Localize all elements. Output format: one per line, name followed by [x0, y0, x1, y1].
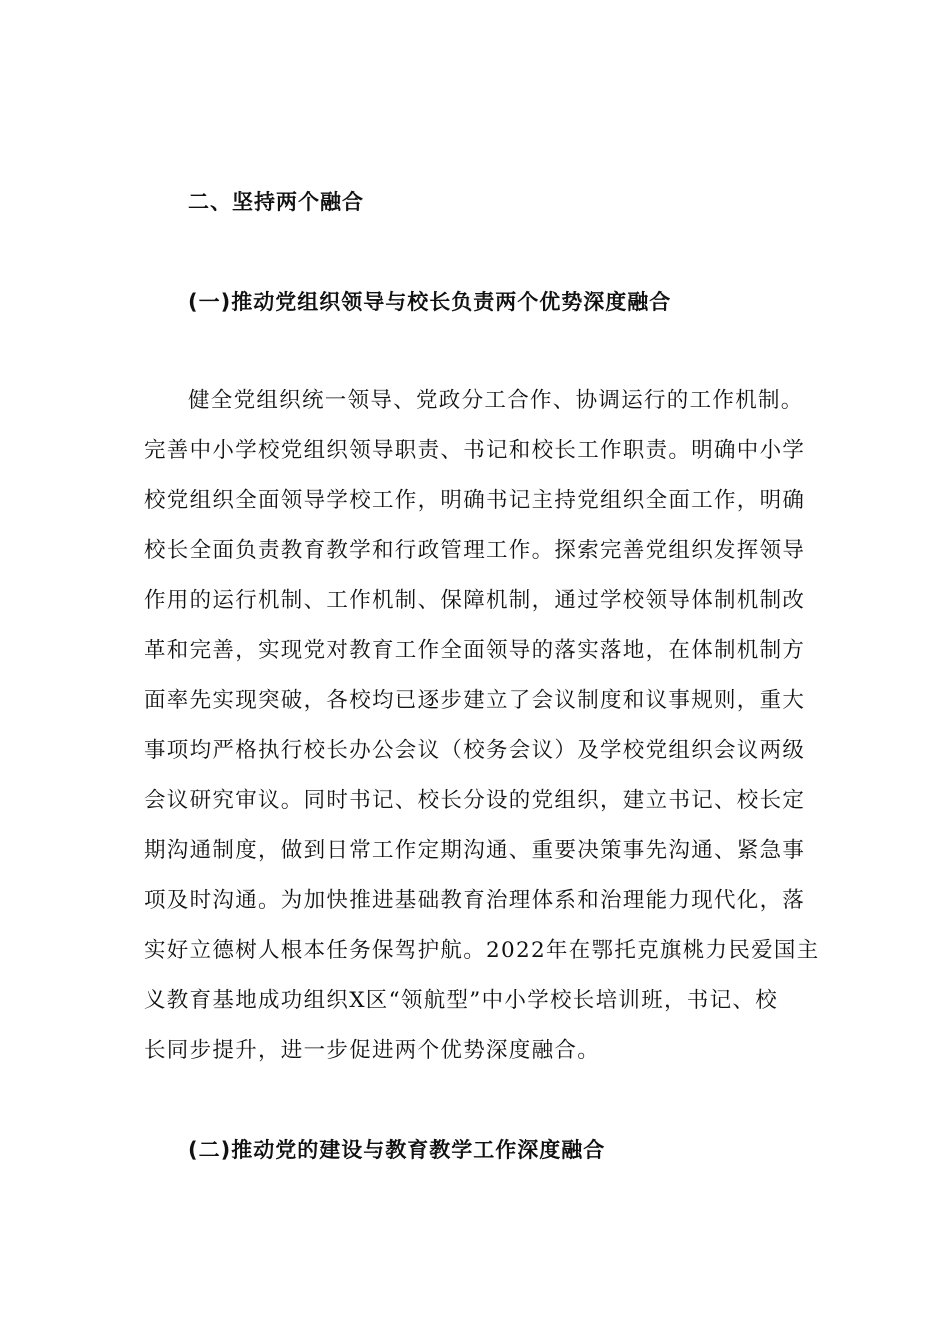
paragraph-line: 实好立德树人根本任务保驾护航。2022年在鄂托克旗桃力民爱国主 [144, 938, 820, 963]
paragraph-line: 健全党组织统一领导、党政分工合作、协调运行的工作机制。 [188, 388, 804, 413]
paragraph-line: 校长全面负责教育教学和行政管理工作。探索完善党组织发挥领导 [144, 538, 806, 563]
paragraph-line: 校党组织全面领导学校工作，明确书记主持党组织全面工作，明确 [144, 488, 806, 513]
paragraph-line: 期沟通制度，做到日常工作定期沟通、重要决策事先沟通、紧急事 [144, 838, 806, 863]
paragraph-line: 作用的运行机制、工作机制、保障机制，通过学校领导体制机制改 [144, 588, 806, 613]
subsection-heading-1: (一)推动党组织领导与校长负责两个优势深度融合 [188, 290, 672, 314]
paragraph-line: 会议研究审议。同时书记、校长分设的党组织，建立书记、校长定 [144, 788, 806, 813]
subsection-heading-2: (二)推动党的建设与教育教学工作深度融合 [188, 1138, 606, 1162]
paragraph-line: 长同步提升，进一步促进两个优势深度融合。 [144, 1038, 601, 1063]
paragraph-line: 事项均严格执行校长办公会议（校务会议）及学校党组织会议两级 [144, 738, 806, 763]
paragraph-line: 革和完善，实现党对教育工作全面领导的落实落地，在体制机制方 [144, 638, 806, 663]
paragraph-line: 完善中小学校党组织领导职责、书记和校长工作职责。明确中小学 [144, 438, 806, 463]
paragraph-line: 面率先实现突破，各校均已逐步建立了会议制度和议事规则，重大 [144, 688, 806, 713]
paragraph-line: 项及时沟通。为加快推进基础教育治理体系和治理能力现代化，落 [144, 888, 806, 913]
section-heading: 二、坚持两个融合 [188, 190, 364, 214]
paragraph-line: 义教育基地成功组织X区“领航型”中小学校长培训班，书记、校 [144, 988, 778, 1013]
paragraph-1 [144, 386, 844, 1086]
